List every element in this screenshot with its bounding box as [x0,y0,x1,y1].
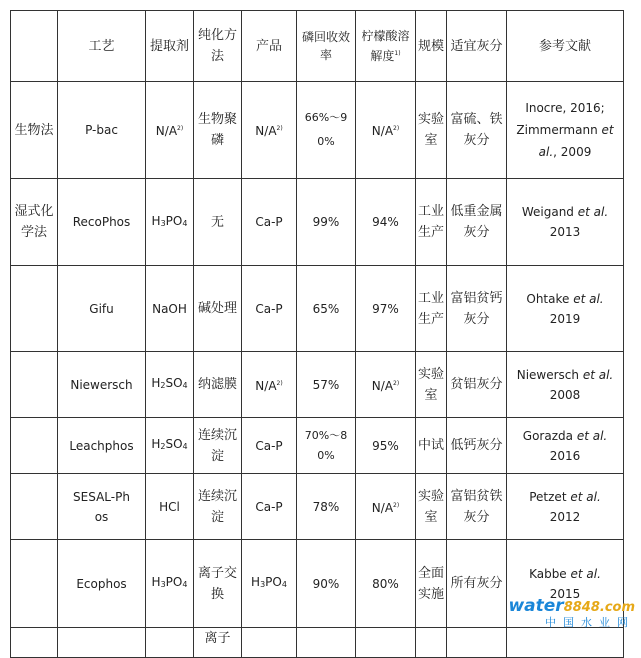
cell-purification: 离子 [194,628,242,658]
cell-product: Ca-P [242,266,297,352]
cell-scale: 全面实施 [416,540,447,628]
cell-recovery: 90% [297,540,356,628]
ref-etal: et al. [570,566,601,581]
ref-author: Gorazda [522,428,573,443]
cell-solubility: 94% [356,179,416,266]
cell-purification: 纳滤膜 [194,352,242,418]
ref-author: Petzet [529,489,567,504]
cell-category: 湿式化学法 [11,179,58,266]
ref-author: Ohtake [526,291,570,306]
ref-year: 2008 [549,387,581,402]
cell-product: Ca-P [242,179,297,266]
cell-product: $H_3PO_4$ [242,540,297,628]
header-product: 产品 [242,11,297,82]
cell-scale: 工业生产 [416,179,447,266]
cell-ash: 低重金属灰分 [447,179,507,266]
cell-purification: 连续沉淀 [194,474,242,540]
cell-ash: 所有灰分 [447,540,507,628]
header-solubility-text: 柠檬酸溶解度 [361,29,410,63]
cell-process: Niewersch [58,352,146,418]
cell-process: Ecophos [58,540,146,628]
cell-solubility-text: N/A [371,124,394,138]
cell-scale: 实验室 [416,352,447,418]
cell-product [242,352,297,418]
cell-category [11,418,58,474]
cell-solubility-text: N/A [371,500,394,515]
cell-ash: 贫铝灰分 [447,352,507,418]
watermark-logo [508,596,635,630]
header-recovery: 磷回收效率 [297,11,356,82]
ref-etal: et al. [538,123,614,159]
cell-category [11,540,58,628]
cell-recovery: 70%～80% [297,418,356,474]
watermark-cn: 中国水业网 [545,616,635,629]
ref-author: Niewersch [516,367,580,382]
cell-process: Leachphos [58,418,146,474]
watermark-brand-text: water [508,596,564,616]
cell-recovery: 99% [297,179,356,266]
cell-ash: 富硫、铁灰分 [447,82,507,179]
ref-line1: Inocre, 2016; [525,101,605,115]
cell-process [58,628,146,658]
table-row [11,474,624,540]
ref-year: 2015 [549,586,581,601]
header-process: 工艺 [58,11,146,82]
cell-scale: 实验室 [416,474,447,540]
watermark-brand [508,596,635,616]
ref-year: 2016 [549,448,581,463]
cell-category [11,628,58,658]
cell-scale: 中试 [416,418,447,474]
ref-etal: et al. [576,428,608,443]
ref-year: 2013 [549,225,581,239]
cell-process: P-bac [58,82,146,179]
table-row [11,266,624,352]
header-scale: 规模 [416,11,447,82]
phosphorus-recovery-table [10,10,624,658]
cell-reference [507,179,624,266]
watermark-brand-tld: .com [599,600,635,615]
header-ash: 适宜灰分 [447,11,507,82]
cell-category: 生物法 [11,82,58,179]
cell-product-sup: 2) [276,125,283,132]
cell-product-text: N/A [255,124,277,138]
cell-recovery: 66%～90% [297,82,356,179]
header-extractant: 提取剂 [146,11,194,82]
cell-reference [507,418,624,474]
cell-scale: 实验室 [416,82,447,179]
cell-solubility [356,474,416,540]
cell-category [11,474,58,540]
cell-recovery: 65% [297,266,356,352]
cell-solubility-text: N/A [371,378,394,393]
cell-ash: 富铝贫钙灰分 [447,266,507,352]
cell-product: Ca-P [242,474,297,540]
header-solubility [356,11,416,82]
cell-solubility [356,82,416,179]
cell-reference [507,628,624,658]
ref-author: Zimmermann [516,123,598,137]
cell-purification: 离子交换 [194,540,242,628]
ref-year: , 2009 [553,145,592,159]
cell-extractant: $H_3PO_4$ [146,540,194,628]
cell-purification: 无 [194,179,242,266]
cell-solubility-sup: 2) [393,501,400,509]
cell-product-sup: 2) [276,379,283,387]
cell-purification: 连续沉淀 [194,418,242,474]
header-reference: 参考文献 [507,11,624,82]
header-row [11,11,624,82]
cell-solubility: 95% [356,418,416,474]
cell-extractant [146,82,194,179]
cell-solubility [356,628,416,658]
cell-solubility: 97% [356,266,416,352]
cell-product: Ca-P [242,418,297,474]
ref-etal: et al. [577,205,609,219]
cell-ash [447,628,507,658]
ref-year: 2019 [549,311,581,326]
table-row [11,179,624,266]
cell-reference [507,474,624,540]
cell-recovery [297,628,356,658]
ref-year: 2012 [549,509,581,524]
cell-process: Gifu [58,266,146,352]
cell-solubility-sup: 2) [393,125,400,132]
header-category [11,11,58,82]
cell-category [11,266,58,352]
cell-process: SESAL-Phos [58,474,146,540]
cell-extractant-text: N/A [155,124,178,138]
ref-author: Kabbe [529,566,567,581]
cell-extractant [146,628,194,658]
table-row [11,352,624,418]
cell-reference [507,352,624,418]
header-solubility-sup: 1) [394,50,401,57]
cell-extractant: HCl [146,474,194,540]
cell-ash: 低钙灰分 [447,418,507,474]
table-row [11,418,624,474]
cell-purification: 碱处理 [194,266,242,352]
cell-solubility [356,352,416,418]
cell-recovery: 78% [297,474,356,540]
ref-etal: et al. [570,489,601,504]
cell-product [242,82,297,179]
table-row [11,628,624,658]
cell-ash: 富铝贫铁灰分 [447,474,507,540]
cell-process: RecoPhos [58,179,146,266]
cell-category [11,352,58,418]
cell-purification: 生物聚磷 [194,82,242,179]
cell-extractant: $H_2SO_4$ [146,352,194,418]
cell-solubility: 80% [356,540,416,628]
cell-recovery: 57% [297,352,356,418]
cell-reference [507,266,624,352]
cell-scale: 工业生产 [416,266,447,352]
cell-extractant: NaOH [146,266,194,352]
cell-extractant: $H_3PO_4$ [146,179,194,266]
cell-scale [416,628,447,658]
watermark-brand-num: 8848 [563,600,600,615]
cell-reference [507,82,624,179]
ref-etal: et al. [582,367,614,382]
header-purification: 纯化方法 [194,11,242,82]
cell-solubility-sup: 2) [393,379,400,387]
cell-extractant: $H_2SO_4$ [146,418,194,474]
ref-author: Weigand [521,205,574,219]
cell-product-text: N/A [255,378,277,393]
cell-product [242,628,297,658]
ref-etal: et al. [573,291,604,306]
table-row [11,82,624,179]
cell-extractant-sup: 2) [177,125,184,132]
